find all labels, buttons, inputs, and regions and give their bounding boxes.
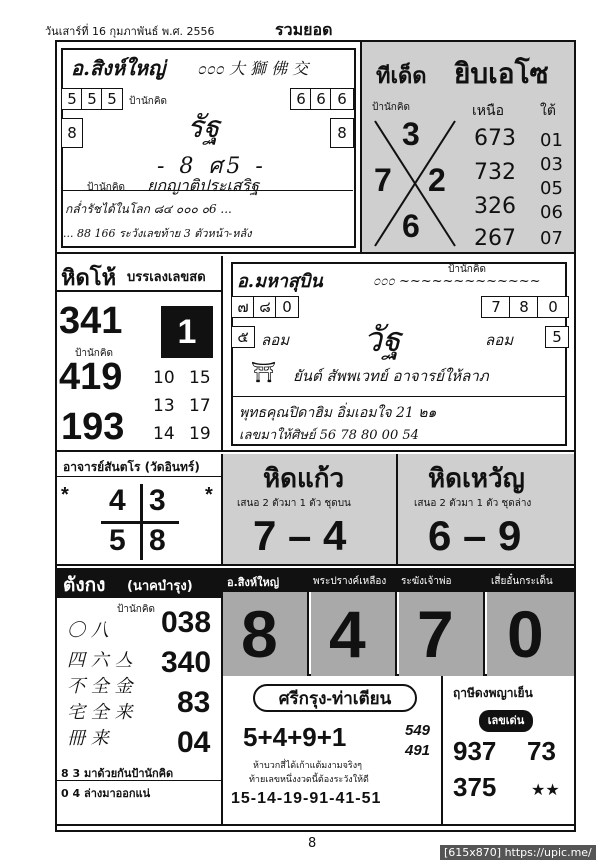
tided-x-digit: 3 (402, 116, 420, 152)
ajarn-divider (57, 476, 223, 477)
hitwan-title: หิดเหวัญ (428, 463, 525, 493)
watermark-label: [615x870] https://upic.me/ (440, 845, 596, 860)
tided-label: ป้านักคิด (372, 102, 411, 113)
mahasuben-digit: ๗ (231, 296, 255, 318)
mahasuben-label: ป้านักคิด (448, 264, 487, 275)
row8470-label: อ.สิงห์ใหญ่ (227, 576, 280, 589)
ruesi-stars: ★★ (531, 780, 560, 799)
header-date: วันเสาร์ที่ 16 กุมภาพันธ์ พ.ศ. 2556 (45, 25, 215, 38)
tided-x-digit: 6 (402, 208, 420, 244)
ajarn-grid-digit: 3 (149, 484, 166, 517)
mahasuben-title: อ.มหาสุบิน (237, 271, 323, 292)
tided-title: ทีเด็ด (376, 63, 427, 88)
header-brand: รวมยอด (275, 22, 333, 39)
mahasuben-digit: 7 (481, 296, 511, 318)
tided-south-value: 07 (540, 228, 563, 249)
tided-south-value: 06 (540, 202, 563, 223)
hitkaew-title: หิดแก้ว (263, 463, 345, 493)
tided-north-value: 326 (474, 194, 516, 219)
singhyai-digit: 6 (290, 88, 312, 110)
singhyai-digit: 5 (81, 88, 103, 110)
singhyai-side-right: 8 (330, 118, 354, 148)
singhyai-name: ยกญาติประเสริฐ (147, 176, 260, 195)
tided-panel (362, 42, 574, 254)
tangkong-chars: 宅 全 来 (67, 702, 133, 723)
hitkaew-desc: เสนอ 2 ตัวมา 1 ตัว ชุดบน (237, 498, 351, 509)
hitho-badge: 1 (161, 306, 213, 358)
mahasuben-line1: พุทธคุณปิดาฮิม อิ่มเอมใจ 21 ๒๑ (239, 405, 437, 421)
tided-subtitle: ยิบเอโซ (454, 58, 549, 89)
hitho-subtitle: บรรเลงเลขสด (127, 269, 206, 284)
mahasuben-side-left: ๕ (231, 326, 255, 348)
hitho-divider (57, 290, 223, 292)
hitho-pair-b: 19 (189, 424, 211, 444)
ruesi-panel (443, 676, 574, 824)
row8470-digit: 4 (329, 597, 366, 671)
mahasuben-divider (233, 396, 565, 397)
mahasuben-digit: 0 (537, 296, 569, 318)
ajarn-grid-digit: 5 (109, 524, 126, 557)
row8470-label: เสี่ยอั๋นกระเด็น (491, 576, 553, 587)
row8470-digit: 7 (417, 597, 454, 671)
hitwan-panel (398, 454, 574, 566)
singhyai-center-word: รัฐ (187, 110, 220, 145)
tangkong-label: ป้านักคิด (117, 604, 156, 615)
tangkong-number: 04 (177, 726, 211, 759)
ruesi-badge: เลขเด่น (479, 710, 533, 732)
tangkong-panel (57, 568, 223, 824)
tangkong-number: 83 (177, 686, 211, 719)
hitho-label: ป้านักคิด (75, 348, 114, 359)
tided-x-digit: 7 (374, 162, 392, 198)
hitho-pair-b: 15 (189, 368, 211, 388)
ajarn-star-right: * (205, 484, 213, 506)
tided-south-value: 05 (540, 178, 563, 199)
tided-south-value: 03 (540, 154, 563, 175)
singhyai-side-left: 8 (61, 118, 83, 148)
singhyai-name-label: ป้านักคิด (87, 182, 126, 193)
tided-north-value: 673 (474, 126, 516, 151)
ajarn-grid-digit: 4 (109, 484, 126, 517)
tangkong-title: ตังกง (63, 575, 106, 596)
srikrung-note-2: ท้ายเลขหนึ่งงวดนี้ต้องระวังให้ดี (249, 775, 369, 785)
bottom-divider (57, 824, 576, 826)
srikrung-sum: 5+4+9+1 (243, 722, 347, 752)
ruesi-title: ฤาษีดงพญาเย็น (453, 686, 533, 700)
hitho-pair-b: 17 (189, 396, 211, 416)
singhyai-title: อ.สิงห์ใหญ่ (71, 56, 166, 80)
singhyai-label: ป้านักคิด (129, 96, 168, 107)
row8470-panel (223, 568, 574, 676)
tangkong-chars: 〇 八 (67, 620, 109, 641)
mahasuben-lom-left: ลอม (261, 331, 290, 349)
tangkong-subtitle: (นาคบำรุง) (127, 579, 193, 594)
row8470-label: พระปรางค์เหลือง (313, 576, 387, 587)
hitho-number-1: 341 (59, 300, 123, 342)
hitwan-value: 6 – 9 (428, 512, 522, 559)
mahasuben-digit: ๘ (253, 296, 277, 318)
hitkaew-value: 7 – 4 (253, 512, 347, 559)
tided-north-value: 267 (474, 226, 516, 251)
singhyai-center-number: - 8 ศ5 - (157, 154, 267, 179)
hitho-pair-a: 13 (153, 396, 175, 416)
mahasuben-side-right: 5 (545, 326, 569, 348)
row8470-digit: 0 (507, 597, 544, 671)
mahasuben-lom-right: ลอม (485, 331, 514, 349)
ajarn-panel (57, 454, 223, 566)
ruesi-number-2: 73 (527, 736, 556, 766)
hitho-pair-a: 14 (153, 424, 175, 444)
singhyai-digit: 5 (61, 88, 83, 110)
row8470-digit: 8 (241, 597, 278, 671)
mahasuben-amulet-line: ยันต์ สัพพเวทย์ อาจารย์ให้ลาภ (293, 367, 489, 385)
hitho-number-3: 193 (61, 406, 125, 448)
hitho-number-2: 419 (59, 356, 123, 398)
page-number: 8 (308, 836, 317, 851)
tided-col-south: ใต้ (540, 103, 556, 119)
tided-north-value: 732 (474, 160, 516, 185)
ruesi-number-1: 937 (453, 736, 497, 766)
singhyai-panel (57, 42, 362, 254)
srikrung-title: ศรีกรุง-ท่าเตียน (253, 684, 417, 712)
ajarn-star-left: * (61, 484, 69, 506)
hitkaew-panel (223, 454, 398, 566)
ajarn-title: อาจารย์สันตโร (วัดอินทร์) (63, 460, 200, 474)
tangkong-footnote-2: 0 4 ล่างมาออกแน่ (61, 787, 151, 800)
singhyai-line1: กล่ำรัชได้ในโลก ๘๔ ๐๐๐ ๐6 ... (65, 202, 232, 216)
tided-col-north: เหนือ (472, 103, 504, 119)
row8470-label: ระฆังเจ้าพ่อ (401, 576, 452, 587)
tided-south-value: 01 (540, 130, 563, 151)
singhyai-digit: 6 (330, 88, 354, 110)
tangkong-chars: 冊 来 (67, 728, 109, 749)
mahasuben-digit: 0 (275, 296, 299, 318)
amulet-icon: ⛩ (251, 360, 277, 384)
mahasuben-ornament: ೦೦೦ ~~~~~~~~~~~~~ (373, 274, 541, 289)
tangkong-footnote-1: 8 3 มาด้วยกันป้านักคิด (61, 767, 174, 780)
hitho-title: หิดโห้ (61, 265, 117, 290)
singhyai-digit: 6 (310, 88, 332, 110)
mahasuben-line2: เลขมาให้ศิษย์ 56 78 80 00 54 (239, 428, 419, 443)
hitwan-desc: เสนอ 2 ตัวมา 1 ตัว ชุดล่าง (414, 498, 532, 509)
mahasuben-digit: 8 (509, 296, 539, 318)
tangkong-divider (57, 780, 223, 781)
srikrung-side-1: 549 (405, 722, 431, 739)
tangkong-chars: 四 六 亼 (67, 650, 133, 671)
srikrung-bottom: 15-14-19-91-41-51 (231, 790, 382, 807)
hitho-pair-a: 10 (153, 368, 175, 388)
tangkong-number: 340 (161, 646, 212, 679)
mahasuben-center-word: วัฐ (363, 320, 401, 360)
tided-x-digit: 2 (428, 162, 446, 198)
tangkong-chars: 不 全 金 (67, 676, 133, 697)
mahasuben-panel (223, 256, 574, 452)
ajarn-grid-digit: 8 (149, 524, 166, 557)
tangkong-number: 038 (161, 606, 212, 639)
ruesi-number-3: 375 (453, 772, 497, 802)
srikrung-side-2: 491 (405, 742, 431, 759)
srikrung-panel (223, 676, 443, 824)
srikrung-note-1: ห้าบวกสี่ได้เก้าแต้มงามจริงๆ (253, 761, 362, 771)
singhyai-digit: 5 (101, 88, 123, 110)
singhyai-line2: ... 88 166 ระวังเลขท้าย 3 ตัวหน้า-หลัง (63, 227, 252, 240)
singhyai-ornament: ೦೦೦ 大 獅 佛 交 (197, 59, 309, 78)
hitho-panel (57, 256, 223, 452)
